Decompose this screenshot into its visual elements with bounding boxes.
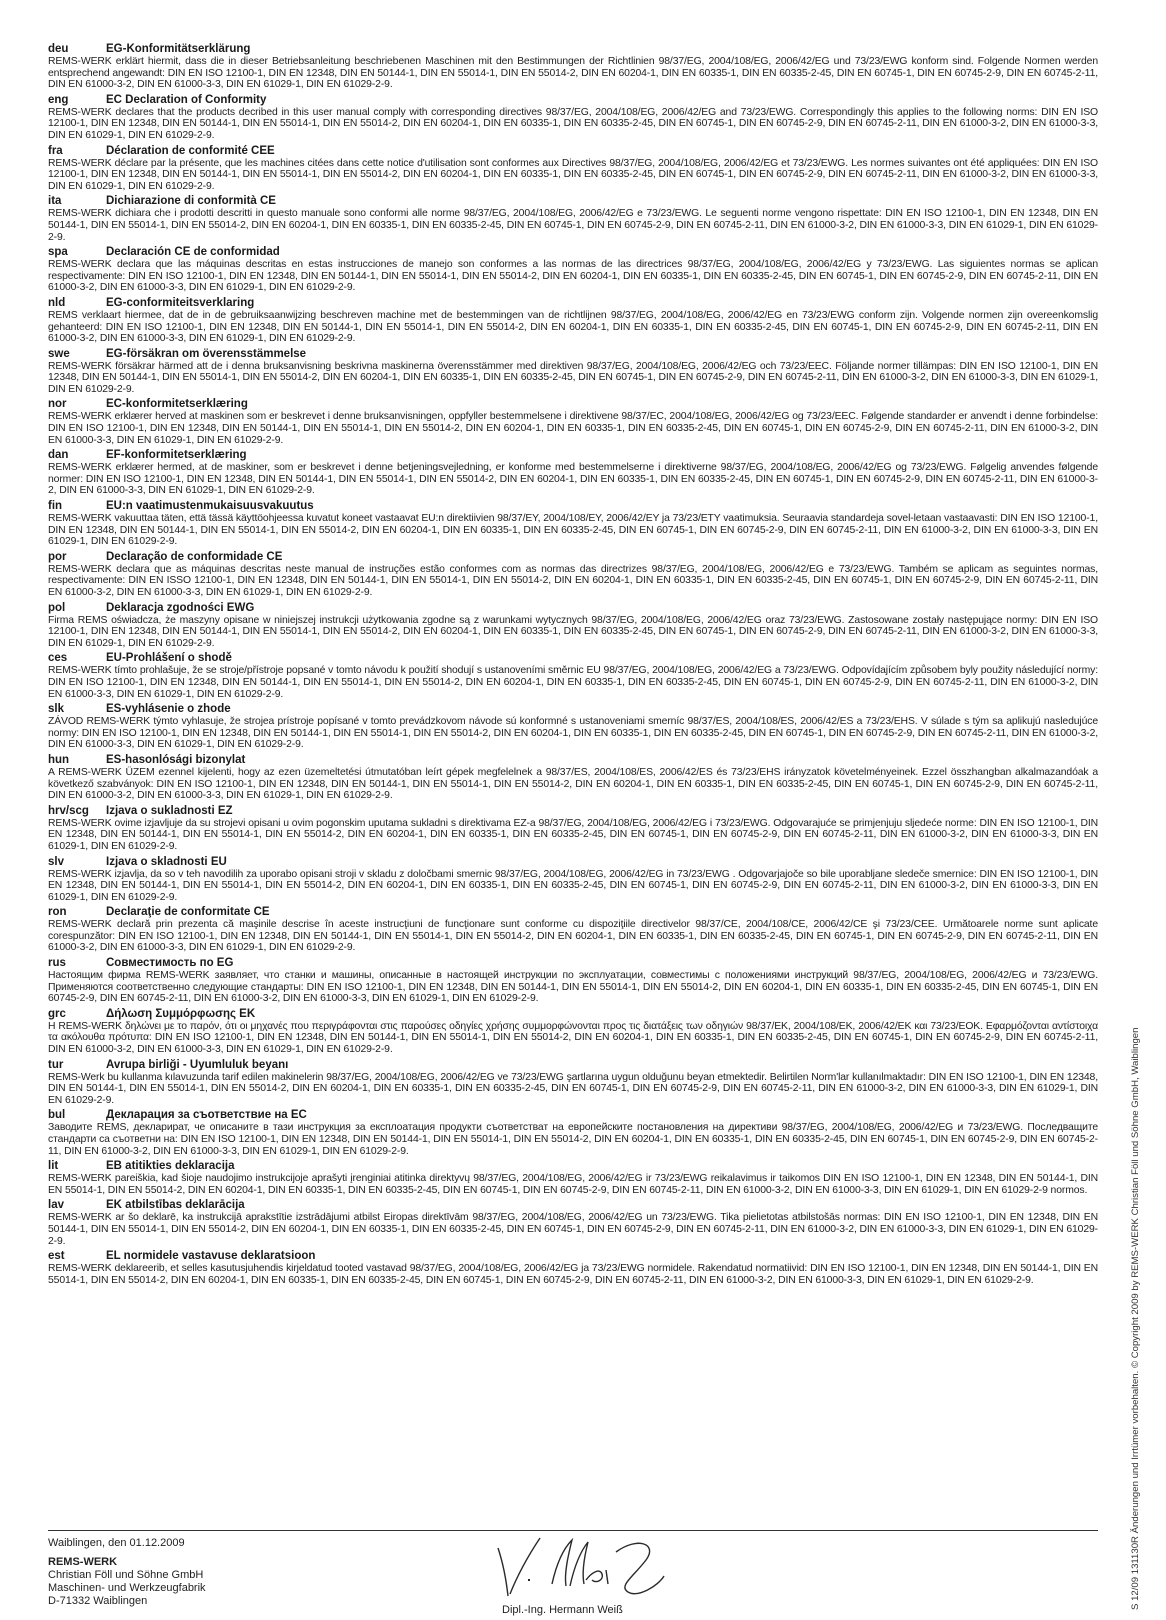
language-code: hun <box>48 753 70 766</box>
declaration-text: REMS-WERK erklærer hermed, at de maskiner, som er beskrevet i denne betjeningsvejledning, er konforme med bestemmelserne i direktiverne 98/37/EG, 2004/108/EG, 2006/42/EG og 73/23/EWG. Følgelig anvendes følgende normer: DIN EN ISO 12100-1, DIN EN 12348, DIN EN 50144-1, DIN EN 55014-1, DIN EN 55014-2, DIN EN 60204-1, DIN EN 60335-1, DIN EN 60335-2-45, DIN EN 60745-1, DIN EN 60745-2-9, DIN EN 60745-2-11, DIN EN 61000-3-2, DIN EN 61000-3-3, DIN EN 61029-1, DIN EN 61029-2-9. <box>48 462 1098 497</box>
company-address: D-71332 Waiblingen <box>48 1595 148 1607</box>
declaration-slv <box>48 856 1098 904</box>
declaration-text: REMS verklaart hiermee, dat de in de gebruiksaanwijzing beschreven machine met de bestemmingen van de richtlijnen 98/37/EG, 2004/108/EG, 2006/42/EG en 73/23/EWG conform zijn. Volgende normen zijn overeenkomslig gehanteerd: DIN EN ISO 12100-1, DIN EN 12348, DIN EN 50144-1, DIN EN 55014-1, DIN EN 55014-2, DIN EN 60204-1, DIN EN 60335-1, DIN EN 60335-2-45, DIN EN 60745-1, DIN EN 60745-2-9, DIN EN 60745-2-11, DIN EN 61000-3-2, DIN EN 61000-3-3, DIN EN 61029-1, DIN EN 61029-2-9. <box>48 309 1098 345</box>
company-name: REMS-WERK <box>48 1556 118 1568</box>
declaration-title: EL normidele vastavuse deklaratsioon <box>106 1250 316 1263</box>
declaration-bul <box>48 1109 1098 1157</box>
declaration-heading <box>48 449 1098 462</box>
language-code: slk <box>48 703 64 716</box>
language-code: tur <box>48 1058 64 1071</box>
language-code: bul <box>48 1109 66 1122</box>
language-code: lav <box>48 1199 64 1212</box>
declaration-spa <box>48 246 1098 294</box>
declaration-nld <box>48 297 1098 345</box>
declaration-slk <box>48 703 1098 751</box>
declaration-text: Настоящим фирма REMS-WERK заявляет, что станки и машины, описанные в настоящей инструкции по эксплуатации, совместимы с положениями инструкций 98/37/EG, 2004/108/EG, 2006/42/EG и 73/23/EWG. Применяются соответственно следующие стандарты: DIN EN ISO 12100-1, DIN EN 12348, DIN EN 50144-1, DIN EN 55014-1, DIN EN 55014-2, DIN EN 60204-1, DIN EN 60335-1, DIN EN 60335-2-45, DIN EN 60745-1, DIN EN 60745-2-9, DIN EN 60745-2-11, DIN EN 61000-3-2, DIN EN 61000-3-3, DIN EN 61029-1, DIN EN 61029-2-9. <box>48 970 1098 1005</box>
declaration-text: REMS-WERK ar šo deklarē, ka instrukcijā aprakstītie izstrādājumi atbilst Eiropas direktīvām 98/37/EG, 2004/108/EG, 2006/42/EG un 73/23/EWG. Tika pielietotas atbilstošās normas: DIN EN ISO 12100-1, DIN EN 12348, DIN EN 50144-1, DIN EN 55014-1, DIN EN 55014-2, DIN EN 60204-1, DIN EN 60335-1, DIN EN 60335-2-45, DIN EN 60745-1, DIN EN 60745-2-9, DIN EN 60745-2-11, DIN EN 61000-3-2, DIN EN 61000-3-3, DIN EN 61029-1, DIN EN 61029-2-9. <box>48 1212 1098 1247</box>
language-code: pol <box>48 601 66 614</box>
declaration-text: REMS-WERK försäkrar härmed att de i denna bruksanvisning beskrivna maskinerna överensstämmer med direktiven 98/37/EG, 2004/108/EG, 2006/42/EG och 73/23/EEC. Följande normer tillämpas: DIN EN ISO 12100-1, DIN EN 12348, DIN EN 50144-1, DIN EN 55014-1, DIN EN 55014-2, DIN EN 60204-1, DIN EN 60335-1, DIN EN 60335-2-45, DIN EN 60745-1, DIN EN 60745-2-9, DIN EN 60745-2-11, DIN EN 61000-3-2, DIN EN 61000-3-3, DIN EN 61029-1, DIN EN 61029-2-9. <box>48 360 1098 395</box>
declaration-text: REMS-WERK tímto prohlašuje, že se stroje/přístroje popsané v tomto návodu k použití shodují s ustanoveními směrnic EU 98/37/EG, 2004/108/EG, 2006/42/EG a 73/23/EWG. Odpovídajícím způsobem byly použity následující normy: DIN EN ISO 12100-1, DIN EN 12348, DIN EN 50144-1, DIN EN 55014-1, DIN EN 55014-2, DIN EN 60204-1, DIN EN 60335-1, DIN EN 60335-2-45, DIN EN 60745-1, DIN EN 60745-2-9, DIN EN 60745-2-11, DIN EN 61000-3-2, DIN EN 61000-3-3, DIN EN 61029-1, DIN EN 61029-2-9. <box>48 665 1098 700</box>
declaration-pol <box>48 602 1098 650</box>
declaration-heading <box>48 957 1098 970</box>
declaration-text: REMS-WERK declară prin prezenta că maşinile descrise în aceste instrucţiuni de funcţionare sunt conforme cu dispoziţiile directivelor 98/37/CE, 2004/108/CE, 2006/42/CE şi 73/23/CEE. Următoarele norme sunt aplicate corespunzător: DIN EN ISO 12100-1, DIN EN 12348, DIN EN 50144-1, DIN EN 55014-1, DIN EN 55014-2, DIN EN 60204-1, DIN EN 60335-1, DIN EN 60335-2-45, DIN EN 60745-1, DIN EN 60745-2-9, DIN EN 60745-2-11, DIN EN 61000-3-2, DIN EN 61000-3-3, DIN EN 61029-1, DIN EN 61029-2-9. <box>48 919 1098 954</box>
language-code: ita <box>48 195 62 208</box>
declaration-ces <box>48 652 1098 700</box>
declaration-heading <box>48 906 1098 919</box>
declaration-title: Декларация за съответствие на ЕС <box>106 1109 307 1122</box>
place-date: Waiblingen, den 01.12.2009 <box>48 1537 185 1549</box>
declaration-title: EG-försäkran om överensstämmelse <box>106 347 307 360</box>
company-line-2: Christian Föll und Söhne GmbH <box>48 1569 204 1581</box>
declaration-title: EF-konformitetserklæring <box>106 449 247 462</box>
declaration-title: ES-vyhlásenie o zhode <box>106 703 231 716</box>
declaration-title: EU-Prohlášení o shodě <box>106 652 232 665</box>
declaration-title: EK atbilstības deklarācija <box>106 1199 245 1212</box>
declaration-title: Declaración CE de conformidad <box>106 246 280 259</box>
language-code: deu <box>48 43 69 55</box>
declaration-heading <box>48 43 1098 56</box>
declaration-heading <box>48 348 1098 361</box>
declaration-heading <box>48 145 1098 158</box>
language-code: slv <box>48 855 64 868</box>
declaration-title: EG-Konformitätserklärung <box>106 43 251 55</box>
declaration-deu <box>48 43 1098 91</box>
footer-address-block <box>48 1537 206 1608</box>
declaration-fra <box>48 145 1098 193</box>
declaration-heading <box>48 652 1098 665</box>
declaration-title: Dichiarazione di conformità CE <box>106 195 276 208</box>
language-code: grc <box>48 1007 66 1020</box>
declaration-heading <box>48 195 1098 208</box>
declaration-heading <box>48 1059 1098 1072</box>
declaration-title: Avrupa birliği - Uyumluluk beyanı <box>106 1058 289 1071</box>
declaration-heading <box>48 1008 1098 1021</box>
declaration-eng <box>48 94 1098 142</box>
language-code: dan <box>48 449 69 462</box>
language-code: ron <box>48 906 67 919</box>
declaration-title: EG-conformiteitsverklaring <box>106 296 255 309</box>
declaration-title: ES-hasonlósági bizonylat <box>106 753 246 766</box>
language-code: est <box>48 1250 65 1263</box>
declaration-rus <box>48 957 1098 1005</box>
declaration-text: A REMS-WERK ÜZEM ezennel kijelenti, hogy az ezen üzemeltetési útmutatóban leírt gépek megfelelnek a 98/37/ES, 2004/108/ES, 2006/42/ES és 73/23/EHS irányzatok követelményeinek. Ezzel összhangban alkalmazandóak a következő szabványok: DIN EN ISO 12100-1, DIN EN 12348, DIN EN 50144-1, DIN EN 55014-1, DIN EN 55014-2, DIN EN 60204-1, DIN EN 60335-1, DIN EN 60335-2-45, DIN EN 60745-1, DIN EN 60745-2-9, DIN EN 60745-2-11, DIN EN 61000-3-2, DIN EN 61000-3-3, DIN EN 61029-1, DIN EN 61029-2-9. <box>48 766 1098 802</box>
declaration-text: REMS-WERK erklærer herved at maskinen som er beskrevet i denne bruksanvisningen, oppfyller bestemmelsene i direktivene 98/37/EC, 2004/108/EG, 2006/42/EG og 73/23/EEC. Følgende standarder er anvendt i denne forbindelse: DIN EN ISO 12100-1, DIN EN 12348, DIN EN 50144-1, DIN EN 55014-1, DIN EN 55014-2, DIN EN 60204-1, DIN EN 60335-1, DIN EN 60335-2-45, DIN EN 60745-1, DIN EN 60745-2-9, DIN EN 60745-2-11, DIN EN 61000-3-2, DIN EN 61000-3-3, DIN EN 61029-1, DIN EN 61029-2-9. <box>48 411 1098 446</box>
declaration-text: REMS-WERK déclare par la présente, que les machines citées dans cette notice d'utilisation sont conformes aux Directives 98/37/EG, 2004/108/EG, 2006/42/EG et 73/23/EWG. Les normes suivantes ont été appliquées: DIN EN ISO 12100-1, DIN EN 12348, DIN EN 50144-1, DIN EN 55014-1, DIN EN 55014-2, DIN EN 60204-1, DIN EN 60335-1, DIN EN 60335-2-45, DIN EN 60745-1, DIN EN 60745-2-9, DIN EN 60745-2-11, DIN EN 61000-3-2, DIN EN 61000-3-3, DIN EN 61029-1, DIN EN 61029-2-9. <box>48 157 1098 192</box>
declaration-por <box>48 551 1098 599</box>
language-code: spa <box>48 246 68 259</box>
declaration-list <box>48 43 1098 1289</box>
declaration-dan <box>48 449 1098 497</box>
declaration-text: REMS-WERK ovime izjavljuje da su strojevi opisani u ovim pogonskim uputama sukladni s direktivama EZ-a 98/37/EG, 2004/108/EG, 2006/42/EG i 73/23/EWG. Odgovarajuće se primjenjuju sljedeće norme: DIN EN ISO 12100-1, DIN EN 12348, DIN EN 50144-1, DIN EN 55014-1, DIN EN 55014-2, DIN EN 60204-1, DIN EN 60335-1, DIN EN 60335-2-45, DIN EN 60745-1, DIN EN 60745-2-9, DIN EN 60745-2-11, DIN EN 61000-3-2, DIN EN 61000-3-3, DIN EN 61029-1, DIN EN 61029-2-9. <box>48 817 1098 852</box>
declaration-heading <box>48 551 1098 564</box>
declaration-heading <box>48 1160 1098 1173</box>
declaration-title: EB atitikties deklaracija <box>106 1160 235 1173</box>
declaration-text: REMS-WERK pareiškia, kad šioje naudojimo instrukcijoje aprašyti įrenginiai atitinka direktyvų 98/37/EG, 2004/108/EG, 2006/42/EG ir 73/23/EWG reikalavimus ir taikomos DIN EN ISO 12100-1, DIN EN 12348, DIN EN 50144-1, DIN EN 55014-1, DIN EN 55014-2, DIN EN 60204-1, DIN EN 60335-1, DIN EN 60335-2-45, DIN EN 60745-1, DIN EN 60745-2-9, DIN EN 60745-2-11, DIN EN 61000-3-2, DIN EN 61000-3-3, DIN EN 61029-1, DIN EN 61029-2-9 normos. <box>48 1173 1098 1196</box>
declaration-title: Déclaration de conformité CEE <box>106 144 275 157</box>
declaration-text: Firma REMS oświadcza, że maszyny opisane w niniejszej instrukcji użytkowania zgodne są z warunkami wytycznych 98/37/EG, 2004/108/EG, 2006/42/EG oraz 73/23/EWG. Zastosowane zostały następujące normy: DIN EN ISO 12100-1, DIN EN 12348, DIN EN 50144-1, DIN EN 55014-1, DIN EN 55014-2, DIN EN 60204-1, DIN EN 60335-1, DIN EN 60335-2-45, DIN EN 60745-1, DIN EN 60745-2-9, DIN EN 60745-2-11, DIN EN 61000-3-2, DIN EN 61000-3-3, DIN EN 61029-1, DIN EN 61029-2-9. <box>48 614 1098 649</box>
declaration-heading <box>48 602 1098 615</box>
declaration-fin <box>48 500 1098 548</box>
declaration-text: REMS-WERK erklärt hiermit, dass die in dieser Betriebsanleitung beschriebenen Maschinen mit den Bestimmungen der Richtlinien 98/37/EG, 2004/108/EG, 2006/42/EG und 73/23/EWG konform sind. Folgende Normen werden entsprechend angewandt: DIN EN ISO 12100-1, DIN EN 12348, DIN EN 50144-1, DIN EN 55014-1, DIN EN 55014-2, DIN EN 60204-1, DIN EN 60335-1, DIN EN 60335-2-45, DIN EN 60745-1, DIN EN 60745-2-9, DIN EN 60745-2-11, DIN EN 61000-3-2, DIN EN 61000-3-3, DIN EN 61029-1, DIN EN 61029-2-9. <box>48 56 1098 91</box>
declaration-est <box>48 1250 1098 1286</box>
declaration-hun <box>48 754 1098 802</box>
language-code: nor <box>48 398 67 411</box>
language-code: nld <box>48 296 66 309</box>
declaration-text: Заводите REMS, декларират, че описаните в тази инструкция за експлоатация продукти съответстват на европейските постановления на директиви 98/37/EG, 2004/108/EG, 2006/42/EG и 73/23/EWG. Последващите стандарти са съответни на: DIN EN ISO 12100-1, DIN EN 12348, DIN EN 50144-1, DIN EN 55014-1, DIN EN 55014-2, DIN EN 60204-1, DIN EN 60335-1, DIN EN 60335-2-45, DIN EN 60745-1, DIN EN 60745-2-9, DIN EN 60745-2-11, DIN EN 61000-3-2, DIN EN 61000-3-3, DIN EN 61029-1, DIN EN 61029-2-9. <box>48 1122 1098 1157</box>
copyright-side-note: S 12/09 131130R Änderungen und Irrtümer vorbehalten. © Copyright 2009 by REMS-WERK Christian Föll und Söhne GmbH, Waiblingen <box>1130 1027 1141 1610</box>
declaration-text: REMS-WERK declara que las máquinas descritas en estas instrucciones de manejo son conformes a las normas de las directrices 98/37/EG, 2004/108/EG, 2006/42/EG y 73/23/EWG. Las siguientes normas se aplican respectivamente: DIN EN ISO 12100-1, DIN EN 12348, DIN EN 50144-1, DIN EN 55014-1, DIN EN 55014-2, DIN EN 60204-1, DIN EN 60335-1, DIN EN 60335-2-45, DIN EN 60745-1, DIN EN 60745-2-9, DIN EN 60745-2-11, DIN EN 61000-3-2, DIN EN 61000-3-3, DIN EN 61029-1, DIN EN 61029-2-9. <box>48 259 1098 294</box>
language-code: fra <box>48 144 63 157</box>
signer-name: Dipl.-Ing. Hermann Weiß <box>502 1604 623 1616</box>
declaration-title: EC-konformitetserklæring <box>106 398 248 411</box>
declaration-text: REMS-WERK vakuuttaa täten, että tässä käyttöohjeessa kuvatut koneet vastaavat EU:n direktiivien 98/37/EY, 2004/108/EY, 2006/42/EY ja 73/23/ETY vaatimuksia. Seuraavia standardeja sovel-letaan vastaavasti: DIN EN ISO 12100-1, DIN EN 12348, DIN EN 50144-1, DIN EN 55014-1, DIN EN 55014-2, DIN EN 60204-1, DIN EN 60335-1, DIN EN 60335-2-45, DIN EN 60745-1, DIN EN 60745-2-9, DIN EN 60745-2-11, DIN EN 61000-3-2, DIN EN 61000-3-3, DIN EN 61029-1, DIN EN 61029-2-9. <box>48 513 1098 548</box>
declaration-heading <box>48 500 1098 513</box>
declaration-hrv-scg <box>48 805 1098 853</box>
declaration-text: REMS-WERK dichiara che i prodotti descritti in questo manuale sono conformi alle norme 98/37/EG, 2004/108/EG, 2006/42/EG e 73/23/EWG. Le seguenti norme vengono rispettate: DIN EN ISO 12100-1, DIN EN 12348, DIN EN 50144-1, DIN EN 55014-1, DIN EN 55014-2, DIN EN 60204-1, DIN EN 60335-1, DIN EN 60335-2-45, DIN EN 60745-1, DIN EN 60745-2-9, DIN EN 60745-2-11, DIN EN 61000-3-2, DIN EN 61000-3-3, DIN EN 61029-1, DIN EN 61029-2-9. <box>48 208 1098 243</box>
declaration-lit <box>48 1160 1098 1196</box>
declaration-nor <box>48 398 1098 446</box>
declaration-heading <box>48 856 1098 869</box>
declaration-heading <box>48 1250 1098 1263</box>
language-code: rus <box>48 957 66 970</box>
declaration-grc <box>48 1008 1098 1056</box>
declaration-heading <box>48 754 1098 767</box>
declaration-title: EC Declaration of Conformity <box>106 93 267 106</box>
declaration-text: REMS-Werk bu kullanma kılavuzunda tarif edilen makinelerin 98/37/EG, 2004/108/EG, 2006/42/EG ve 73/23/EWG şartlarına uygun olduğunu beyan etmektedir. Belirtilen Norm'lar kullanılmaktadır: DIN EN ISO 12100-1, DIN EN 12348, DIN EN 50144-1, DIN EN 55014-1, DIN EN 55014-2, DIN EN 60204-1, DIN EN 60335-1, DIN EN 60335-2-45, DIN EN 60745-1, DIN EN 60745-2-9, DIN EN 60745-2-11, DIN EN 61000-3-2, DIN EN 61000-3-3, DIN EN 61029-1, DIN EN 61029-2-9. <box>48 1071 1098 1106</box>
language-code: por <box>48 550 67 563</box>
language-code: eng <box>48 93 69 106</box>
declaration-text: REMS-WERK declara que as máquinas descritas neste manual de instruções estão conformes com as normas das directrizes 98/37/EG, 2004/108/EG, 2006/42/EG e 73/23/EWG. Também se aplicam as seguintes normas, respectivamente: DIN EN ISSO 12100-1, DIN EN 12348, DIN EN 50144-1, DIN EN 55014-1, DIN EN 55014-2, DIN EN 60204-1, DIN EN 60335-1, DIN EN 60335-2-45, DIN EN 60745-1, DIN EN 60745-2-9, DIN EN 60745-2-11, DIN EN 61000-3-2, DIN EN 61000-3-3, DIN EN 61029-1, DIN EN 61029-2-9. <box>48 563 1098 598</box>
declaration-heading <box>48 398 1098 411</box>
declaration-text: ZÁVOD REMS-WERK týmto vyhlasuje, že strojea prístroje popísané v tomto prevádzkovom návode sú konformné s ustanoveniami smerníc 98/37/ES, 2004/108/ES, 2006/42/ES a 73/23/EHS. V súlade s tým sa aplikujú nasledujúce normy: DIN EN ISO 12100-1, DIN EN 12348, DIN EN 50144-1, DIN EN 55014-1, DIN EN 55014-2, DIN EN 60204-1, DIN EN 60335-1, DIN EN 60335-2-45, DIN EN 60745-1, DIN EN 60745-2-9, DIN EN 60745-2-11, DIN EN 61000-3-2, DIN EN 61000-3-3, DIN EN 61029-1, DIN EN 61029-2-9. <box>48 716 1098 751</box>
declaration-text: REMS-WERK izjavlja, da so v teh navodilih za uporabo opisani stroji v skladu z določbami smernic 98/37/EG, 2004/108/EG, 2006/42/EG in 73/23/EWG . Odgovarjajoče so bile uporabljane sledeče smernice: DIN EN ISO 12100-1, DIN EN 12348, DIN EN 50144-1, DIN EN 55014-1, DIN EN 55014-2, DIN EN 60204-1, DIN EN 60335-1, DIN EN 60335-2-45, DIN EN 60745-1, DIN EN 60745-2-9, DIN EN 60745-2-11, DIN EN 61000-3-2, DIN EN 61000-3-3, DIN EN 61029-1, DIN EN 61029-2-9. <box>48 868 1098 903</box>
declaration-heading <box>48 1199 1098 1212</box>
language-code: fin <box>48 500 63 513</box>
declaration-title: Δήλωση Συμμόρφωσης ΕΚ <box>106 1007 256 1020</box>
declaration-title: Совместимость по EG <box>106 957 234 970</box>
handwritten-signature <box>488 1530 678 1602</box>
declaration-text: REMS-WERK deklareerib, et selles kasutusjuhendis kirjeldatud tooted vastavad 98/37/EG, 2004/108/EG, 2006/42/EG ja 73/23/EWG normidele. Rakendatud normatiivid: DIN EN ISO 12100-1, DIN EN 12348, DIN EN 50144-1, DIN EN 55014-1, DIN EN 55014-2, DIN EN 60204-1, DIN EN 60335-1, DIN EN 60335-2-45, DIN EN 60745-1, DIN EN 60745-2-9, DIN EN 60745-2-11, DIN EN 61000-3-2, DIN EN 61000-3-3, DIN EN 61029-1, DIN EN 61029-2-9. <box>48 1263 1098 1286</box>
declaration-lav <box>48 1199 1098 1247</box>
declaration-title: Deklaracja zgodności EWG <box>106 601 255 614</box>
language-code: hrv/scg <box>48 804 89 817</box>
declaration-ita <box>48 195 1098 243</box>
declaration-title: Izjava o sukladnosti EZ <box>106 804 233 817</box>
declaration-text: REMS-WERK declares that the products decribed in this user manual comply with corresponding directives 98/37/EG, 2004/108/EG, 2006/42/EG and 73/23/EWG. Correspondingly this applies to the following norms: DIN EN ISO 12100-1, DIN EN 12348, DIN EN 50144-1, DIN EN 55014-1, DIN EN 55014-2, DIN EN 60204-1, DIN EN 60335-1, DIN EN 60335-2-45, DIN EN 60745-1, DIN EN 60745-2-9, DIN EN 60745-2-11, DIN EN 61000-3-2, DIN EN 61000-3-3, DIN EN 61029-1, DIN EN 61029-2-9. <box>48 106 1098 141</box>
declaration-title: Declaração de conformidade CE <box>106 550 283 563</box>
declaration-swe <box>48 348 1098 396</box>
language-code: lit <box>48 1160 59 1173</box>
language-code: ces <box>48 652 68 665</box>
declaration-ron <box>48 906 1098 954</box>
declaration-heading <box>48 805 1098 818</box>
language-code: swe <box>48 347 70 360</box>
declaration-heading <box>48 246 1098 259</box>
declaration-title: Izjava o skladnosti EU <box>106 855 227 868</box>
declaration-heading <box>48 703 1098 716</box>
declaration-title: Declaraţie de conformitate CE <box>106 906 270 919</box>
declaration-heading <box>48 297 1098 310</box>
declaration-heading <box>48 1109 1098 1122</box>
company-line-3: Maschinen- und Werkzeugfabrik <box>48 1582 206 1594</box>
declaration-text: Η REMS-WERK δηλώνει με το παρόν, ότι οι μηχανές που περιγράφονται στις παρούσες οδηγίες χρήσης συμμορφώνονται προς τις διατάξεις των οδηγιών 98/37/EK, 2004/108/EK, 2006/42/EK και 73/23/ΕΟΚ. Εφαρμόζονται αντίστοιχα τα ακόλουθα πρότυπα: DIN EN ISO 12100-1, DIN EN 12348, DIN EN 50144-1, DIN EN 55014-1, DIN EN 55014-2, DIN EN 60204-1, DIN EN 60335-1, DIN EN 60335-2-45, DIN EN 60745-1, DIN EN 60745-2-9, DIN EN 60745-2-11, DIN EN 61000-3-2, DIN EN 61000-3-3, DIN EN 61029-1, DIN EN 61029-2-9. <box>48 1020 1098 1056</box>
declaration-heading <box>48 94 1098 107</box>
declaration-title: EU:n vaatimustenmukaisuusvakuutus <box>106 500 314 513</box>
declaration-tur <box>48 1059 1098 1107</box>
